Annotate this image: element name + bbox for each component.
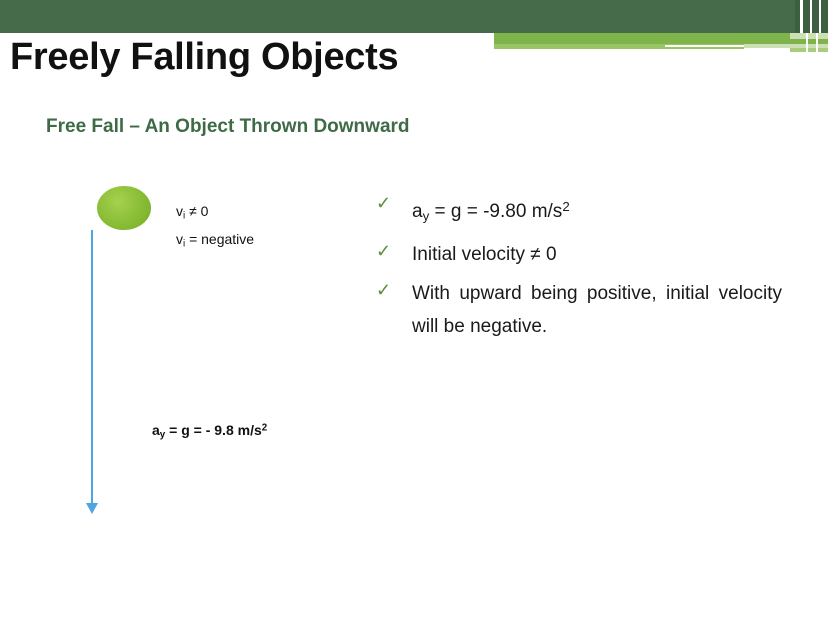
- bullet-0-prefix: a: [412, 200, 423, 222]
- bullet-list: [376, 190, 786, 349]
- list-item: [376, 277, 786, 343]
- bullet-text: Initial velocity ≠ 0: [412, 244, 557, 266]
- page-title: Freely Falling Objects: [10, 36, 399, 78]
- accent-right-bar-4: [790, 48, 828, 52]
- accel-subscript: y: [159, 429, 166, 441]
- accel-symbol: a: [152, 422, 160, 438]
- accel-exponent: 2: [261, 422, 268, 434]
- accent-bar-primary: [494, 33, 790, 44]
- vi-neg-symbol: v: [176, 231, 183, 247]
- check-icon: ✓: [376, 193, 392, 213]
- check-icon: ✓: [376, 280, 392, 301]
- initial-velocity-negative-label: [176, 231, 254, 249]
- downward-arrow-line: [91, 230, 93, 505]
- bullet-0-exponent: 2: [562, 199, 570, 214]
- vi-neg-subscript: i: [183, 238, 186, 250]
- slide-subtitle: Free Fall – An Object Thrown Downward: [46, 116, 410, 137]
- list-item: [376, 238, 786, 271]
- bullet-text: [412, 190, 786, 232]
- accent-right-divider-2: [816, 33, 818, 57]
- vi-symbol: v: [176, 203, 183, 219]
- header-band: [0, 0, 828, 33]
- list-item: [376, 190, 786, 232]
- falling-ball-icon: [97, 186, 151, 230]
- downward-arrow-head: [86, 503, 98, 514]
- bullet-0-subscript: y: [422, 208, 430, 224]
- header-stripe-2: [810, 0, 812, 33]
- accel-rest: = g = - 9.8 m/s: [165, 422, 262, 438]
- bullet-0-mid: = g = -9.80 m/s: [429, 200, 563, 222]
- header-stripe-3: [819, 0, 821, 33]
- header-stripe-1: [800, 0, 803, 33]
- accent-right-divider-1: [806, 33, 808, 57]
- bullet-text: With upward being positive, initial velocity will be negative.: [412, 283, 782, 338]
- vi-rest: ≠ 0: [185, 203, 209, 219]
- vi-subscript: i: [183, 210, 186, 222]
- initial-velocity-nonzero-label: [176, 203, 208, 221]
- check-icon: ✓: [376, 241, 392, 262]
- vi-neg-rest: = negative: [185, 231, 255, 247]
- acceleration-label: [152, 422, 267, 440]
